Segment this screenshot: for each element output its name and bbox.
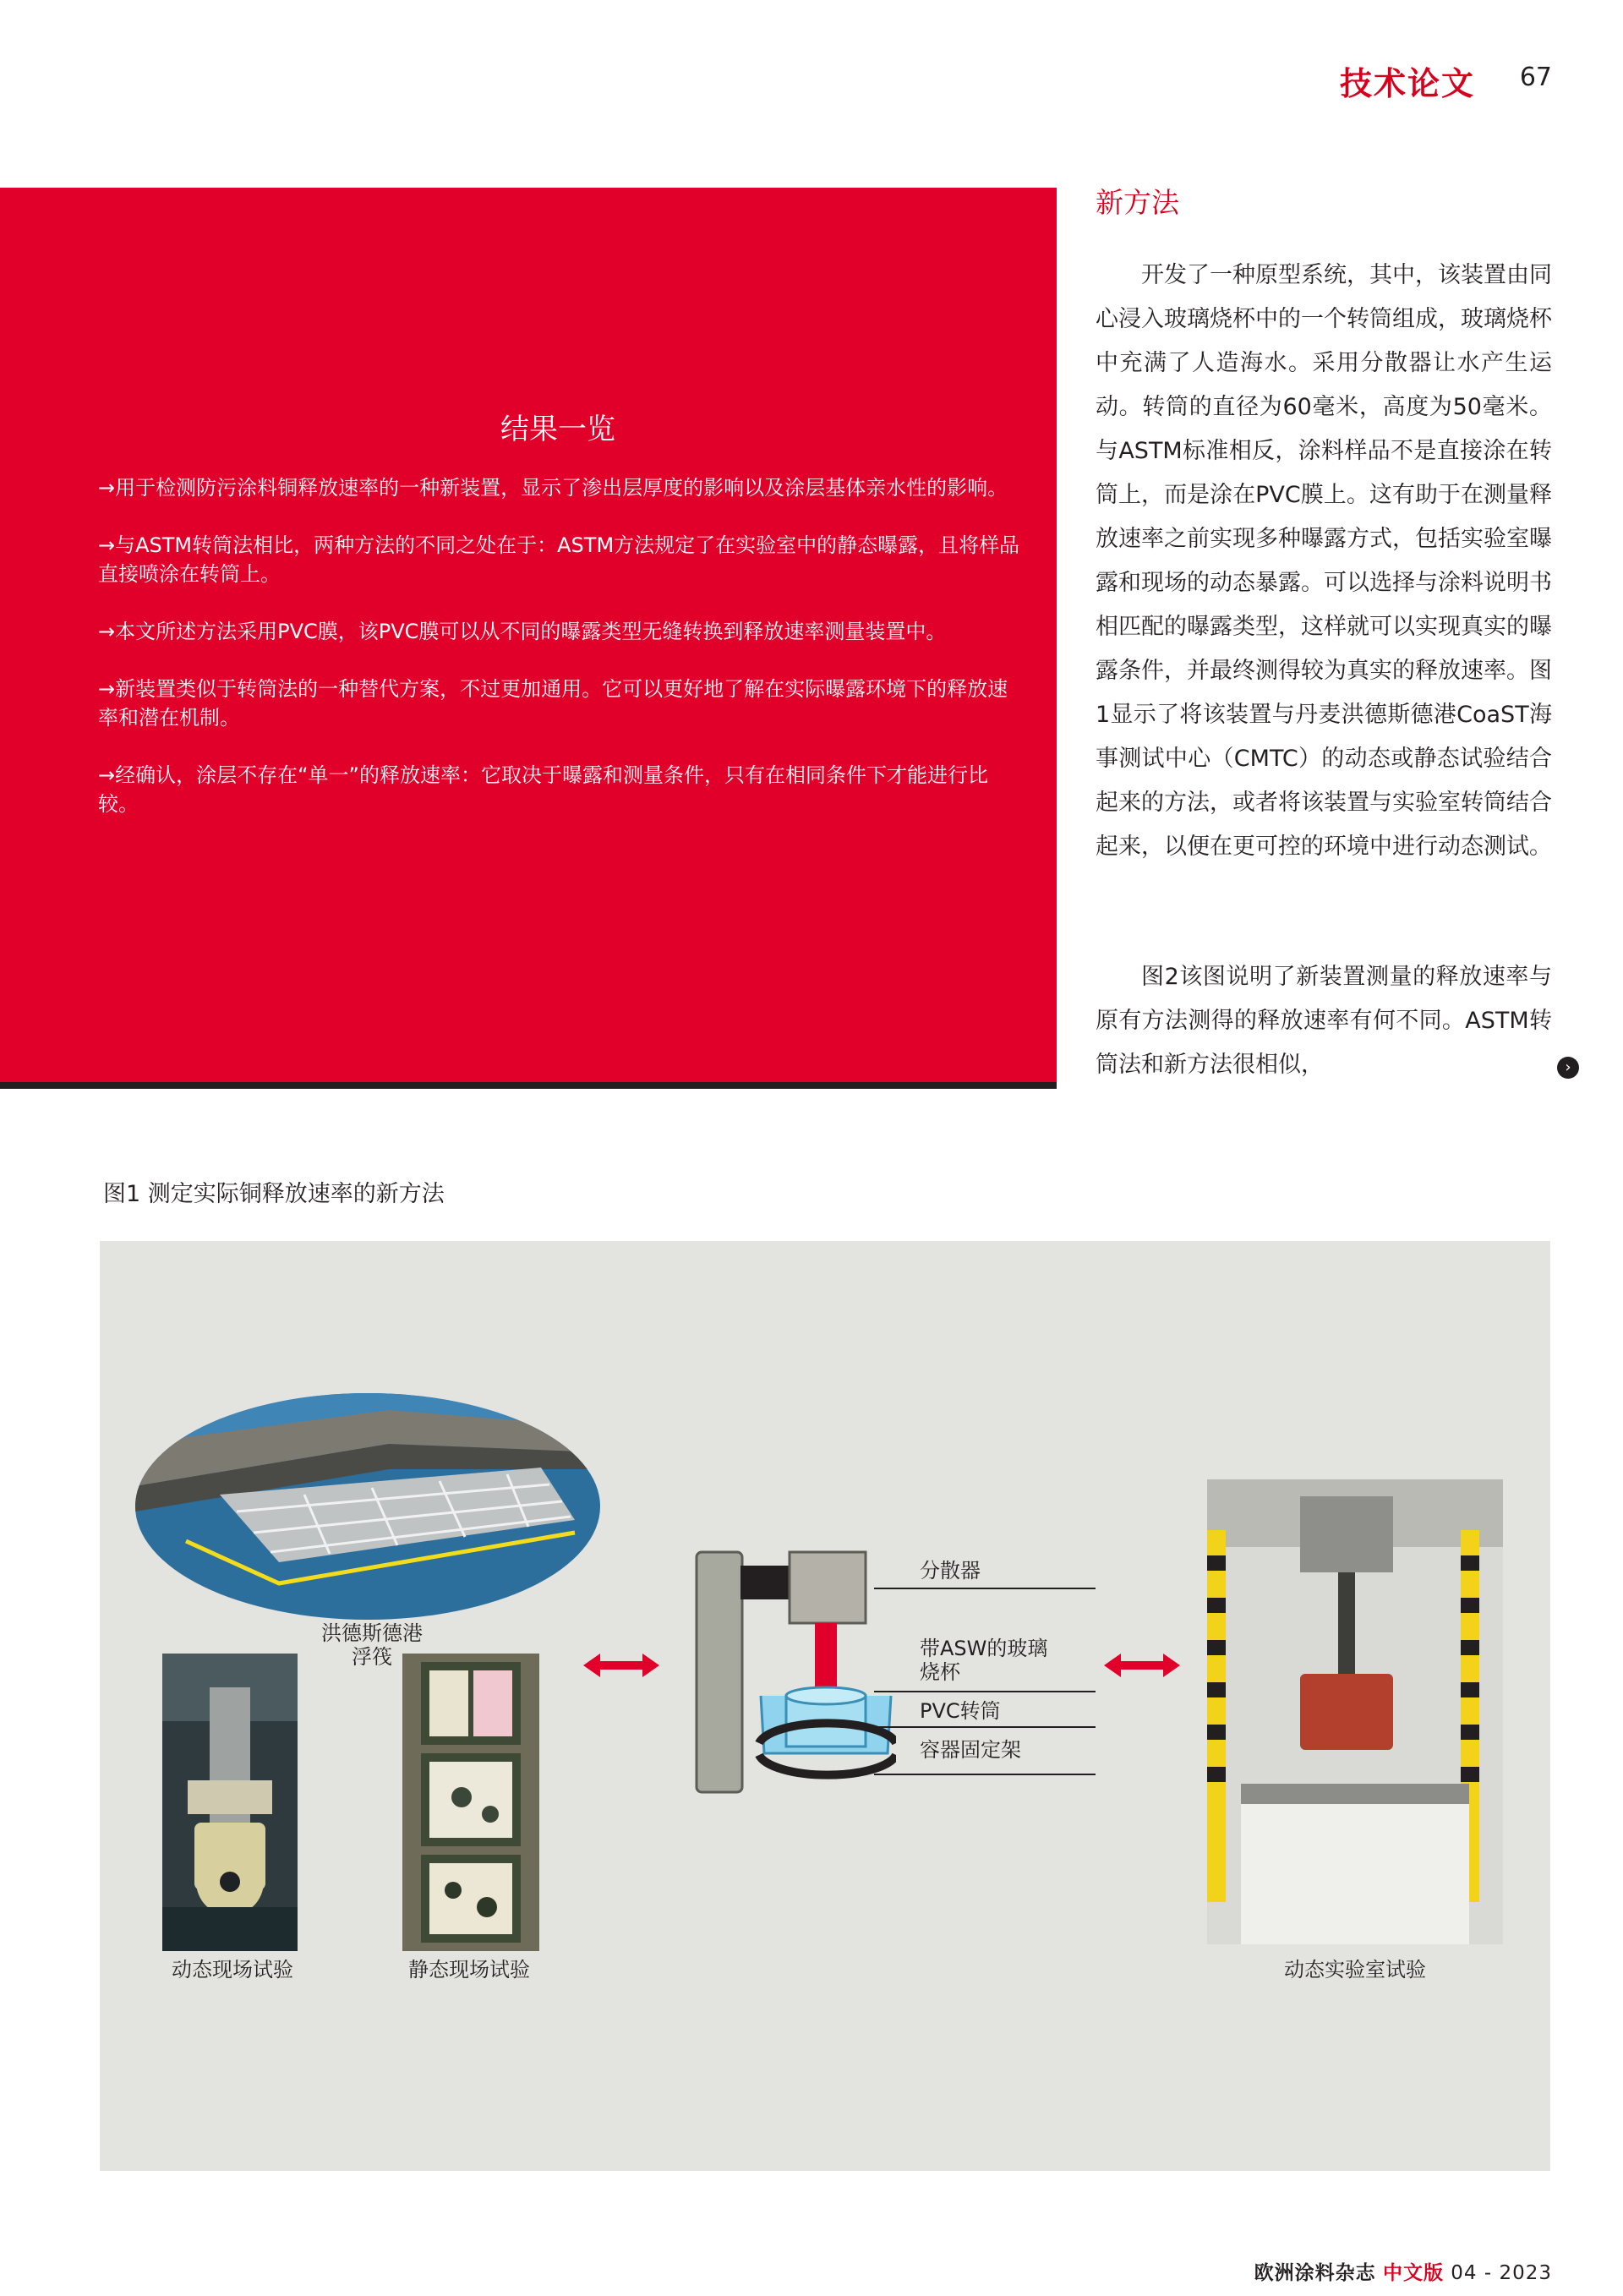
summary-item: →经确认，涂层不存在“单一”的释放速率：它取决于曝露和测量条件，只有在相同条件下才能进行比较。 xyxy=(98,763,988,816)
figure-caption: 图1 测定实际铜释放速率的新方法 xyxy=(103,1181,445,1207)
callout-disperser: 分散器 xyxy=(920,1559,981,1583)
footer-edition: 中文版 xyxy=(1382,2262,1444,2284)
summary-item: →用于检测防污涂料铜释放速率的一种新装置，显示了渗出层厚度的影响以及涂层基体亲水性的影响。 xyxy=(98,476,1008,500)
section-title: 技术论文 xyxy=(1339,65,1475,102)
continue-arrow-icon[interactable]: › xyxy=(1557,1057,1579,1079)
summary-list xyxy=(98,473,1025,847)
summary-item: →新装置类似于转筒法的一种替代方案，不过更加通用。它可以更好地了解在实际曝露环境下的释放速率和潜在机制。 xyxy=(98,677,1008,730)
harbor-raft-label: 洪德斯德港 浮筏 xyxy=(321,1621,423,1669)
callout-pvc-drum: PVC转筒 xyxy=(920,1699,1001,1723)
callout-line xyxy=(874,1588,1096,1589)
summary-item: →与ASTM转筒法相比，两种方法的不同之处在于：ASTM方法规定了在实验室中的静态曝露，且将样品直接喷涂在转筒上。 xyxy=(98,533,1020,586)
footer xyxy=(1254,2257,1552,2285)
page-number: 67 xyxy=(1519,63,1552,92)
dynamic-field-test-label: 动态现场试验 xyxy=(172,1958,293,1982)
callout-holder: 容器固定架 xyxy=(920,1738,1021,1762)
static-field-test-photo xyxy=(402,1654,539,1951)
footer-magazine: 欧洲涂料杂志 xyxy=(1254,2262,1376,2284)
callout-beaker: 带ASW的玻璃 烧杯 xyxy=(920,1637,1048,1684)
double-arrow-left-icon xyxy=(583,1650,659,1681)
static-field-test-label: 静态现场试验 xyxy=(408,1958,530,1982)
article-paragraph: 图2该图说明了新装置测量的释放速率与原有方法测得的释放速率有何不同。ASTM转筒法和新方法很相似， xyxy=(1096,964,1552,1078)
lab-test-photo xyxy=(1207,1479,1503,1944)
summary-box-rule xyxy=(0,1082,1057,1089)
dynamic-field-test-photo xyxy=(162,1654,298,1951)
summary-item: →本文所述方法采用PVC膜，该PVC膜可以从不同的曝露类型无缝转换到释放速率测量装置中。 xyxy=(98,620,947,643)
footer-issue: 04 - 2023 xyxy=(1451,2262,1552,2284)
apparatus-diagram xyxy=(685,1544,896,1797)
callout-line xyxy=(874,1774,1096,1775)
article-paragraph: 开发了一种原型系统，其中，该装置由同心浸入玻璃烧杯中的一个转筒组成，玻璃烧杯中充满了人造海水。采用分散器让水产生运动。转筒的直径为60毫米，高度为50毫米。与ASTM标准相反，涂料样品不是直接涂在转筒上，而是涂在PVC膜上。这有助于在测量释放速率之前实现多种曝露方式，包括实验室曝露和现场的动态暴露。可以选择与涂料说明书相匹配的曝露类型，这样就可以实现真实的曝露条件，并最终测得较为真实的释放速率。图1显示了将该装置与丹麦洪德斯德港CoaST海事测试中心（CMTC）的动态或静态试验结合起来的方法，或者将该装置与实验室转筒结合起来，以便在更可控的环境中进行动态测试。 xyxy=(1096,262,1552,860)
article-heading: 新方法 xyxy=(1096,186,1179,219)
harbor-raft-photo xyxy=(135,1393,600,1620)
callout-line xyxy=(874,1691,1096,1692)
callout-line xyxy=(874,1726,1096,1728)
double-arrow-right-icon xyxy=(1104,1650,1180,1681)
summary-title: 结果一览 xyxy=(500,413,615,446)
lab-test-label: 动态实验室试验 xyxy=(1284,1958,1426,1982)
